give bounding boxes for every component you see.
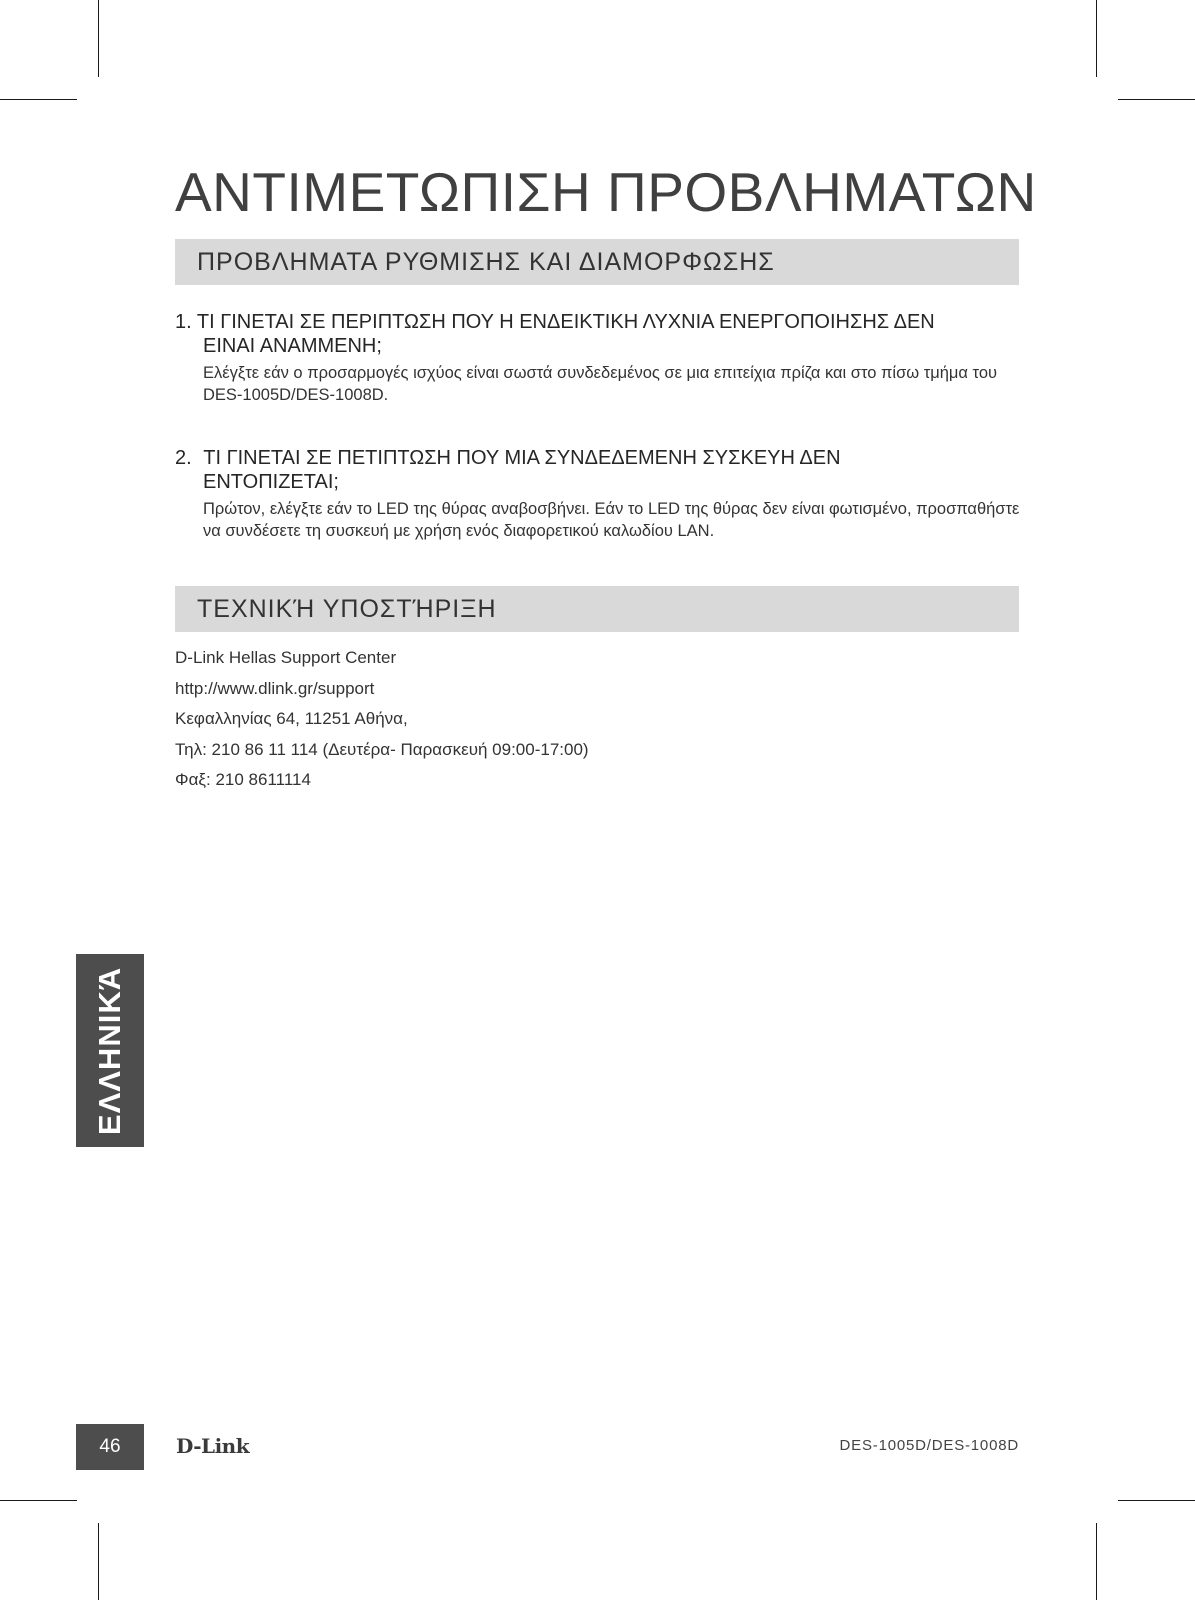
support-url: http://www.dlink.gr/support [175, 678, 375, 698]
crop-mark [1118, 1500, 1195, 1501]
faq-question [175, 310, 1025, 358]
language-label: ΕΛΛΗΝΙΚΆ [92, 966, 127, 1135]
page-number: 46 [76, 1424, 144, 1470]
faq-number: 1. [175, 311, 192, 333]
faq-question-line1: ΤΙ ΓΙΝΕΤΑΙ ΣΕ ΠΕΤΙΠΤΩΣΗ ΠΟΥ ΜΙΑ ΣΥΝΔΕΔΕΜΕΝΗ ΣΥΣΚΕΥΗ ΔΕΝ [203, 447, 841, 469]
section-heading-tech-support: ΤΕΧΝΙΚΉ ΥΠΟΣΤΉΡΙΞΗ [175, 586, 1019, 632]
crop-mark [1096, 1523, 1097, 1600]
dlink-logo: D-Link [176, 1434, 250, 1458]
language-side-tab [76, 954, 144, 1147]
crop-mark [98, 1523, 99, 1600]
support-fax: Φαξ: 210 8611114 [175, 770, 311, 789]
crop-mark [98, 0, 99, 77]
faq-question-line2: ΕΝΤΟΠΙΖΕΤΑΙ; [203, 471, 339, 493]
faq-question-line1: ΤΙ ΓΙΝΕΤΑΙ ΣΕ ΠΕΡΙΠΤΩΣΗ ΠΟΥ Η ΕΝΔΕΙΚΤΙΚΗ ΛΥΧΝΙΑ ΕΝΕΡΓΟΠΟΙΗΣΗΣ ΔΕΝ [196, 311, 935, 333]
section-heading-setup-problems: ΠΡΟΒΛΗΜΑΤΑ ΡΥΘΜΙΣΗΣ ΚΑΙ ΔΙΑΜΟΡΦΩΣΗΣ [175, 239, 1019, 285]
support-address: Κεφαλληνίας 64, 11251 Αθήνα, [175, 709, 408, 728]
support-center-name: D-Link Hellas Support Center [175, 648, 397, 667]
crop-mark [0, 1500, 77, 1501]
crop-mark [1096, 0, 1097, 77]
faq-item [175, 446, 1025, 542]
support-contact-list [175, 647, 589, 800]
faq-answer: Ελέγξτε εάν ο προσαρμογές ισχύος είναι σωστά συνδεδεμένος σε μια επιτείχια πρίζα και στο πίσω τμήμα του DES-1005D/DES-1008D. [203, 364, 998, 404]
faq-question [175, 446, 1025, 494]
faq-number: 2. [175, 447, 192, 469]
model-name: DES-1005D/DES-1008D [839, 1437, 1019, 1454]
page-title: ΑΝΤΙΜΕΤΩΠΙΣΗ ΠΡΟΒΛΗΜΑΤΩΝ [175, 161, 1037, 223]
faq-question-line2: ΕΙΝΑΙ ΑΝΑΜΜΕΝΗ; [203, 335, 382, 357]
faq-item [175, 310, 1025, 406]
crop-mark [1118, 99, 1195, 100]
support-phone: Τηλ: 210 86 11 114 (Δευτέρα- Παρασκευή 09:00-17:00) [175, 739, 589, 759]
crop-mark [0, 99, 77, 100]
faq-answer: Πρώτον, ελέγξτε εάν το LED της θύρας αναβοσβήνει. Εάν το LED της θύρας δεν είναι φωτισμένο, προσπαθήστε να συνδέσετε τη συσκευή με χρήση ενός διαφορετικού καλωδίου LAN. [203, 500, 1020, 540]
